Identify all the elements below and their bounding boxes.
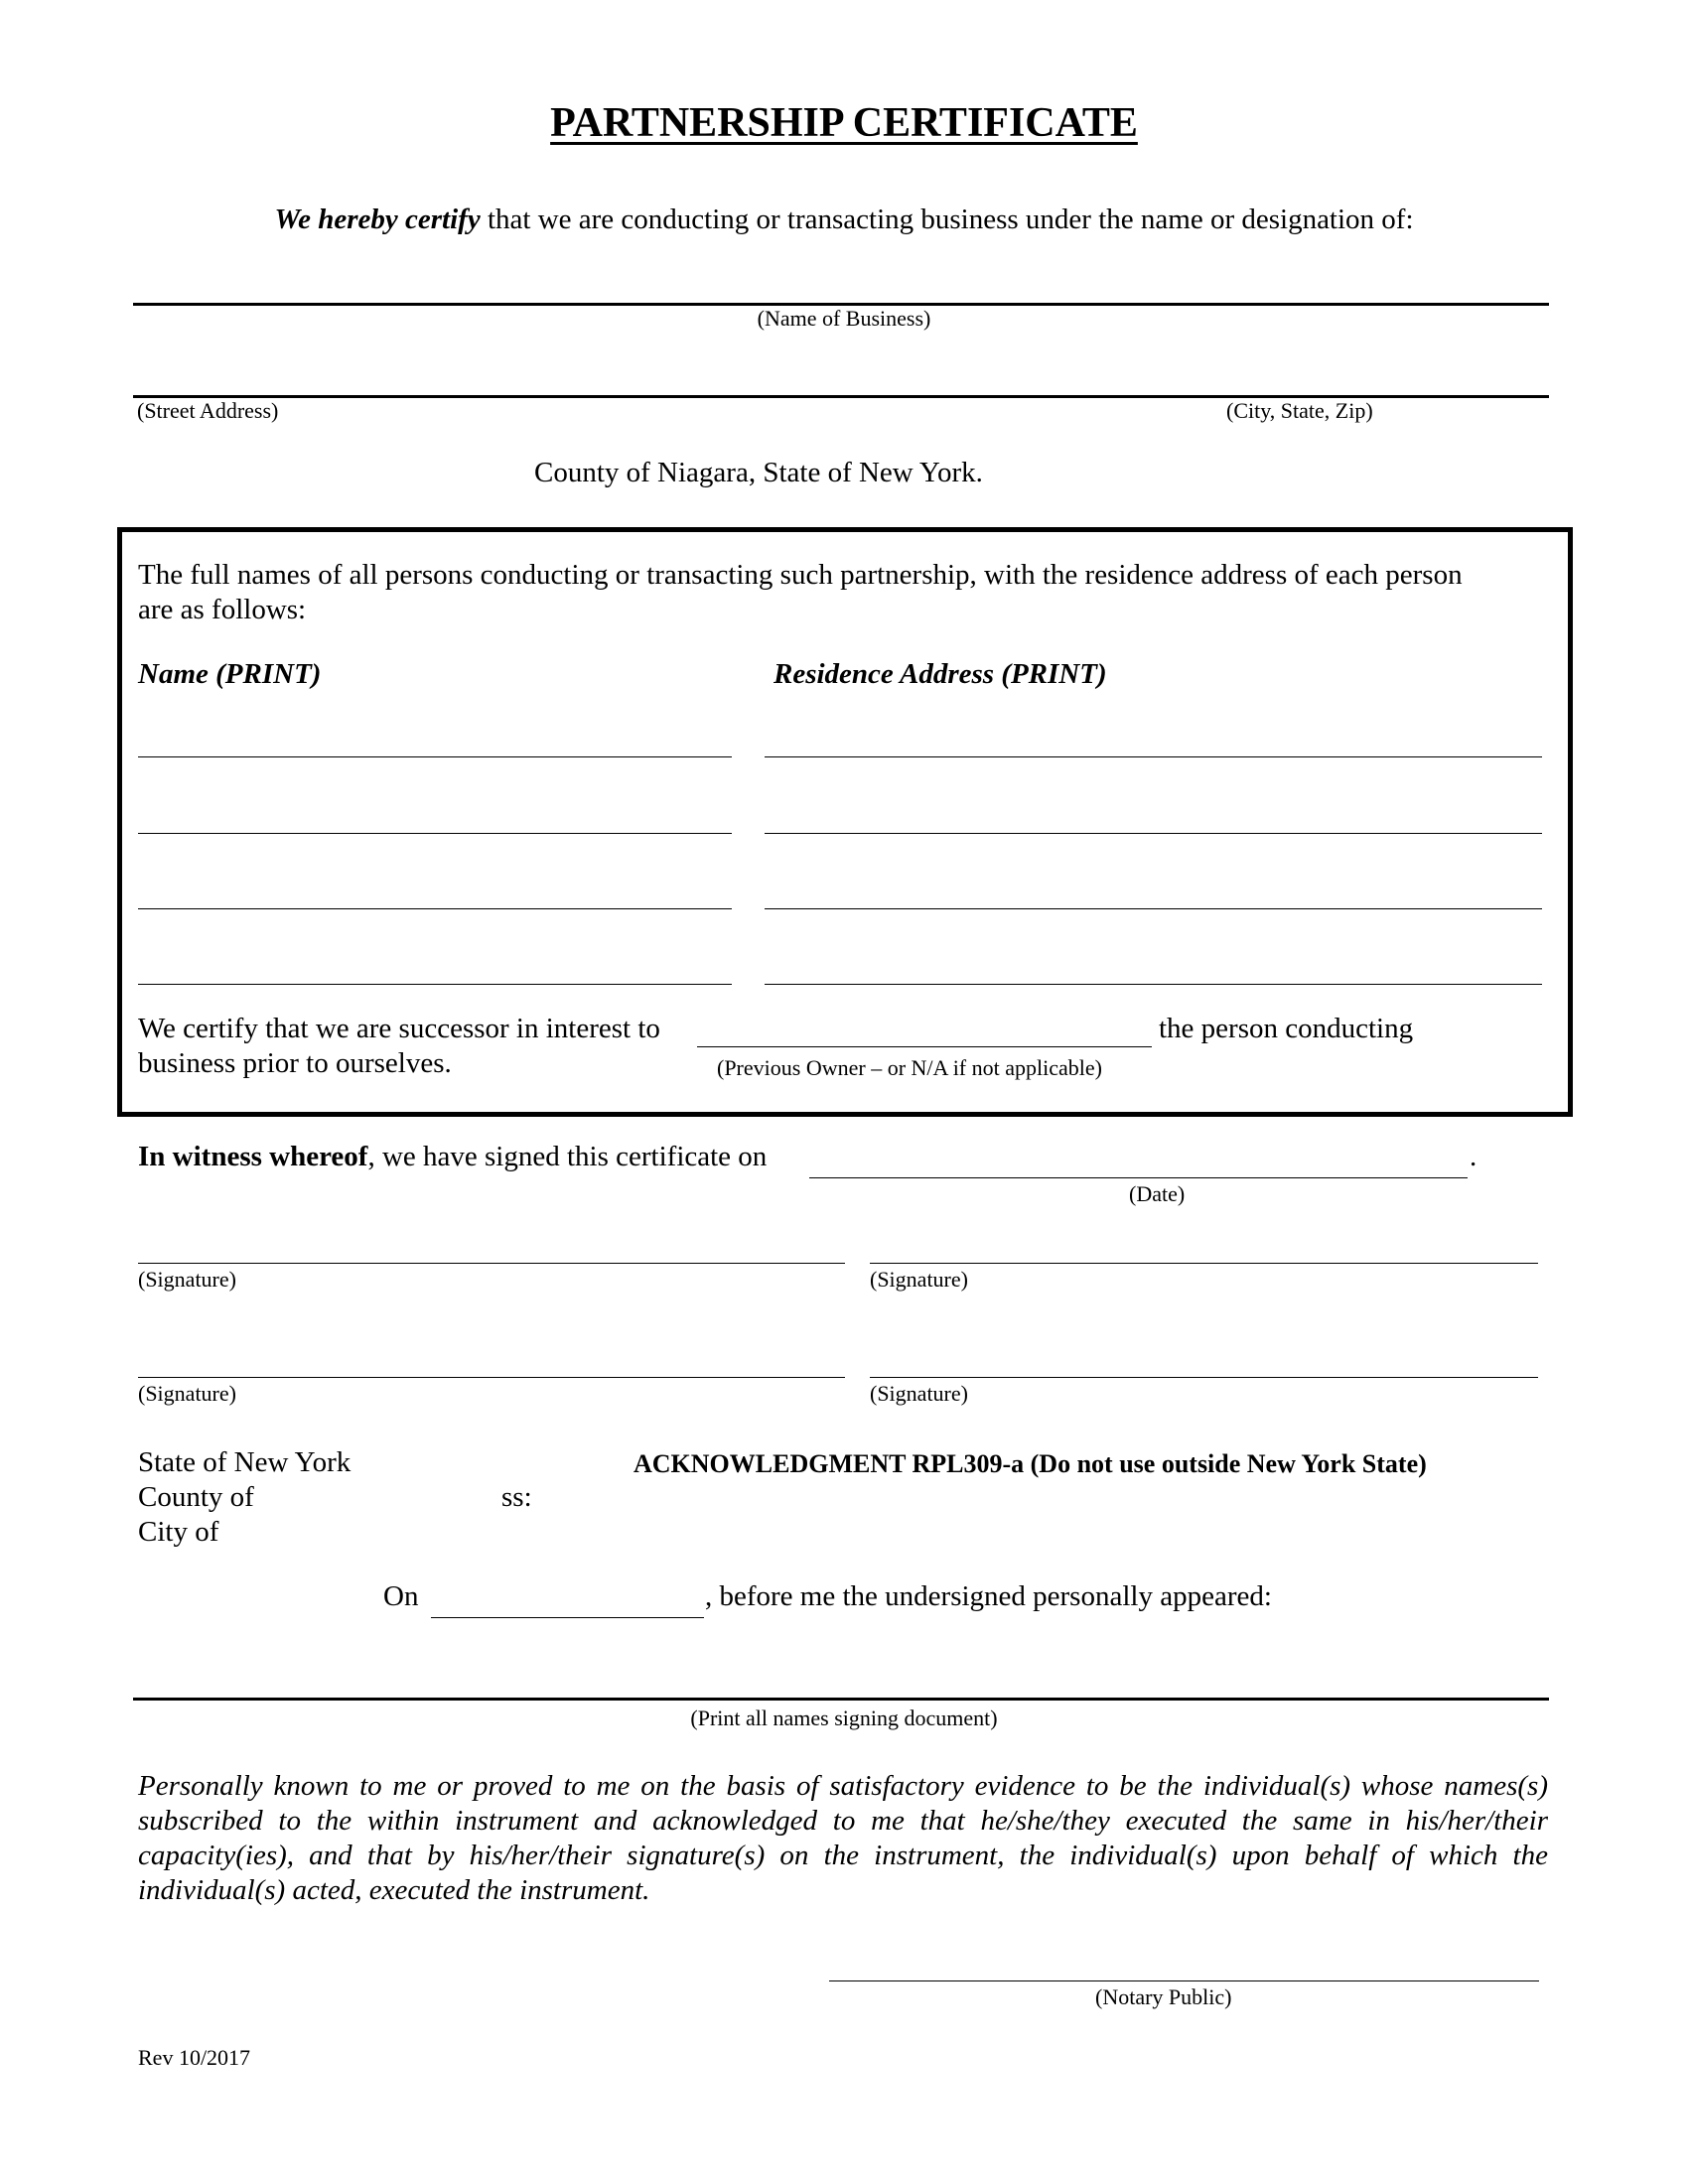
- signature-caption-4: (Signature): [870, 1381, 968, 1406]
- partner-address-input-4[interactable]: [765, 944, 1542, 985]
- previous-owner-input[interactable]: [697, 1007, 1152, 1047]
- print-names-caption: (Print all names signing document): [690, 1706, 998, 1730]
- name-column-header: Name (PRINT): [138, 658, 322, 690]
- witness-bold: In witness whereof: [138, 1141, 368, 1172]
- ack-ss: ss:: [501, 1481, 532, 1513]
- ack-state-line: State of New York: [138, 1446, 352, 1478]
- successor-suffix: the person conducting: [1159, 1013, 1414, 1044]
- witness-text: , we have signed this certificate on: [367, 1141, 768, 1172]
- signature-caption-3: (Signature): [138, 1381, 236, 1406]
- successor-line2: business prior to ourselves.: [138, 1047, 452, 1079]
- partner-name-input-2[interactable]: [138, 793, 732, 834]
- ack-city-line: City of: [138, 1516, 219, 1548]
- partner-name-input-3[interactable]: [138, 869, 732, 909]
- partner-address-input-1[interactable]: [765, 717, 1542, 757]
- previous-owner-caption: (Previous Owner – or N/A if not applicable): [717, 1055, 1102, 1080]
- ack-appeared-text: , before me the undersigned personally appeared:: [705, 1580, 1272, 1612]
- ack-county-line: County of: [138, 1481, 254, 1513]
- partner-address-input-2[interactable]: [765, 793, 1542, 834]
- witness-period: .: [1470, 1141, 1477, 1172]
- signature-caption-1: (Signature): [138, 1267, 236, 1292]
- street-address-caption: (Street Address): [137, 398, 279, 423]
- intro-text: that we are conducting or transacting business under the name or designation of:: [480, 204, 1414, 235]
- ack-date-input[interactable]: [431, 1577, 704, 1618]
- address-column-header: Residence Address (PRINT): [774, 658, 1107, 690]
- partners-intro-line2: are as follows:: [138, 594, 307, 625]
- signature-input-3[interactable]: [138, 1337, 845, 1378]
- city-state-zip-caption: (City, State, Zip): [1226, 398, 1373, 423]
- signature-input-4[interactable]: [870, 1337, 1538, 1378]
- intro-statement: [0, 204, 1688, 236]
- signature-caption-2: (Signature): [870, 1267, 968, 1292]
- partner-name-input-4[interactable]: [138, 944, 732, 985]
- intro-emphasis: We hereby certify: [274, 204, 481, 235]
- signature-input-2[interactable]: [870, 1223, 1538, 1264]
- page-title: PARTNERSHIP CERTIFICATE: [550, 100, 1138, 146]
- ack-on-label: On: [383, 1580, 419, 1612]
- county-state-line: County of Niagara, State of New York.: [534, 457, 983, 488]
- revision-label: Rev 10/2017: [138, 2045, 251, 2070]
- witness-statement: [138, 1141, 767, 1173]
- date-caption: (Date): [1129, 1181, 1186, 1206]
- notary-caption: (Notary Public): [1095, 1984, 1232, 2009]
- business-address-input[interactable]: [133, 355, 1549, 398]
- partners-intro-line1: The full names of all persons conducting or transacting such partnership, with the residence address of each person: [138, 559, 1463, 591]
- business-name-input[interactable]: [133, 263, 1549, 306]
- notary-paragraph: Personally known to me or proved to me on the basis of satisfactory evidence to be the individual(s) whose names(s) subscribed to the within instrument and acknowledged to me that he/she/they executed the same in his/her/their capacity(ies), and that by his/her/their signature(s) on the instrument, the individual(s) upon behalf of which the individual(s) acted, executed the instrument.: [138, 1770, 1548, 1906]
- ack-heading: ACKNOWLEDGMENT RPL309-a (Do not use outside New York State): [633, 1449, 1427, 1478]
- partner-address-input-3[interactable]: [765, 869, 1542, 909]
- signing-date-input[interactable]: [809, 1138, 1468, 1178]
- partner-name-input-1[interactable]: [138, 717, 732, 757]
- notary-signature-input[interactable]: [829, 1941, 1539, 1981]
- print-names-input[interactable]: [133, 1658, 1549, 1701]
- business-name-caption: (Name of Business): [757, 306, 931, 331]
- successor-prefix: We certify that we are successor in interest to: [138, 1013, 660, 1044]
- signature-input-1[interactable]: [138, 1223, 845, 1264]
